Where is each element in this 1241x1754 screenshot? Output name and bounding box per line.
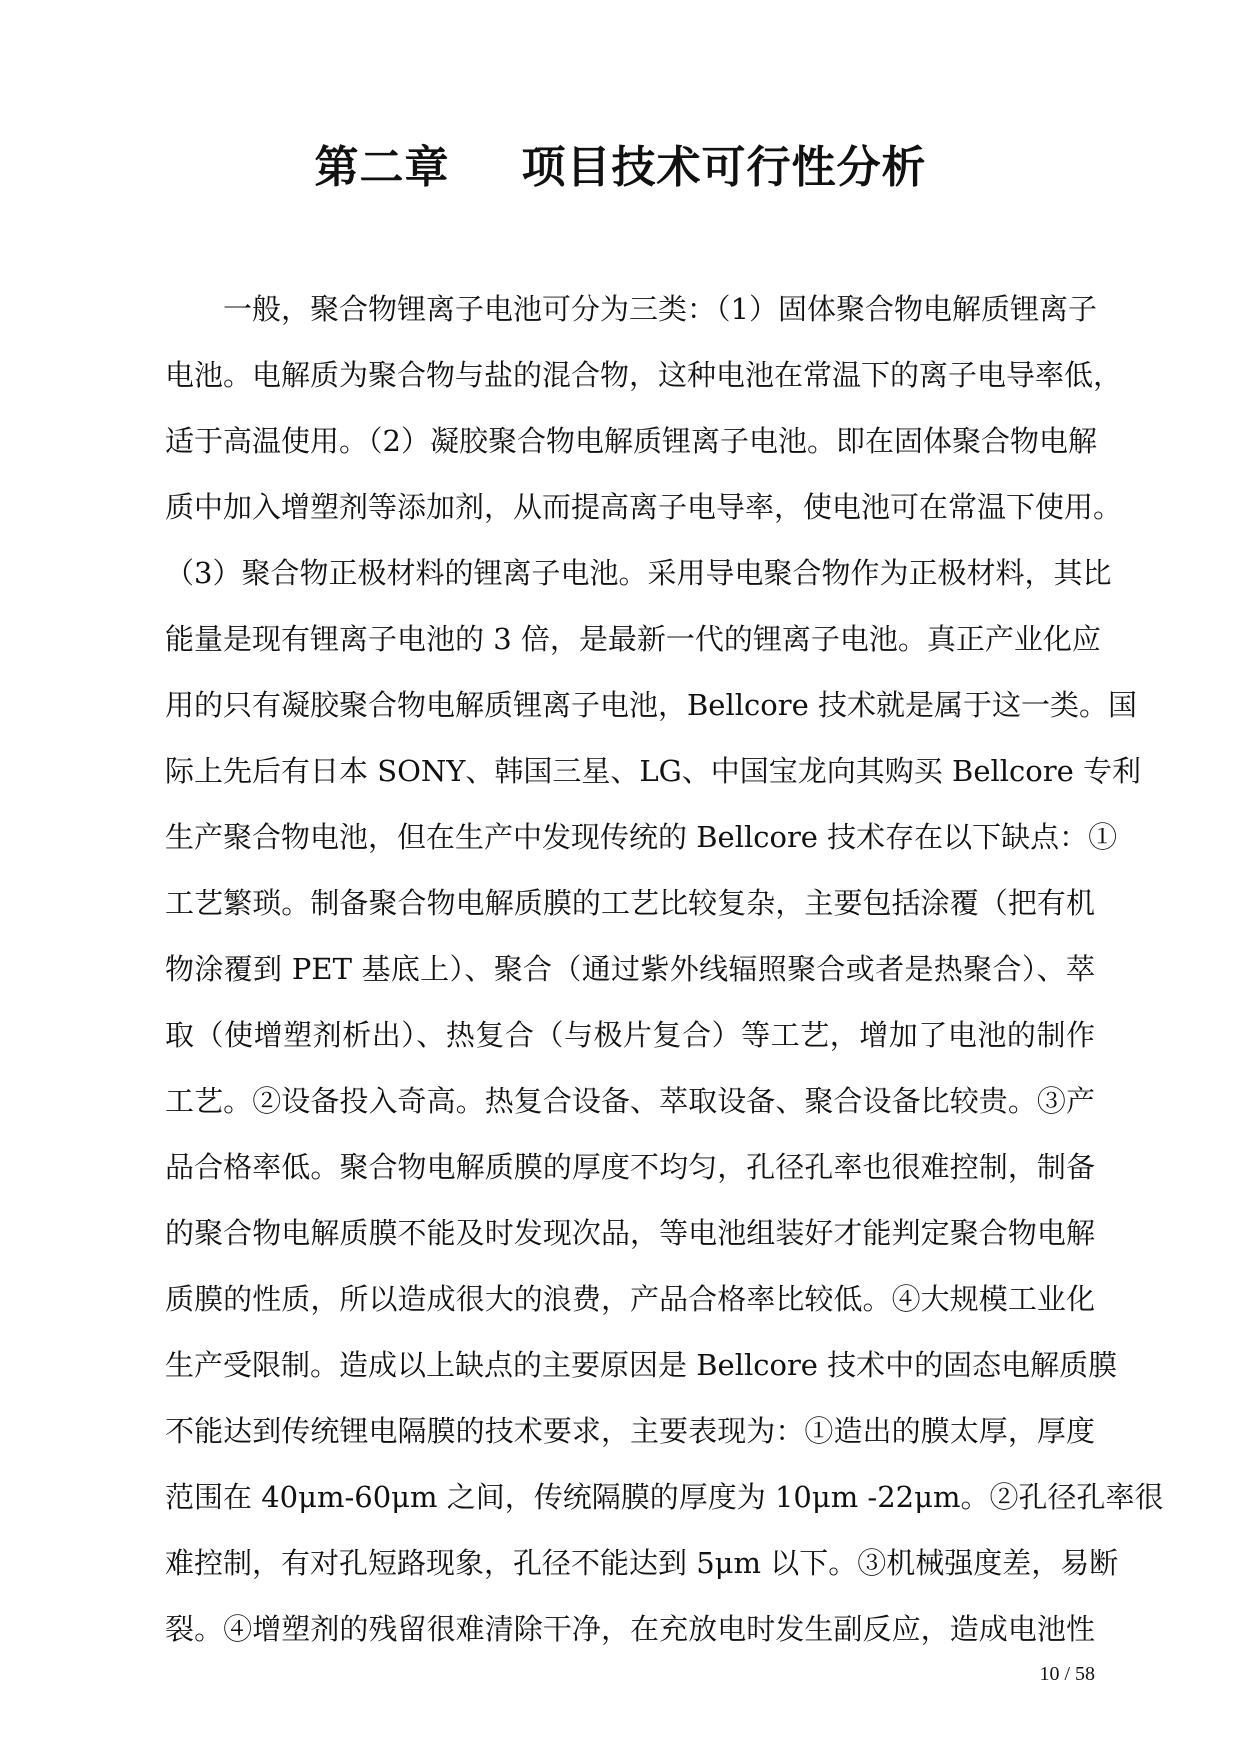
paragraph-line: 用的只有凝胶聚合物电解质锂离子电池，Bellcore 技术就是属于这一类。国	[165, 688, 1137, 722]
paragraph-line: 生产聚合物电池，但在生产中发现传统的 Bellcore 技术存在以下缺点：①	[165, 820, 1118, 854]
paragraph-line: 裂。④增塑剂的残留很难清除干净，在充放电时发生副反应，造成电池性	[165, 1612, 1095, 1646]
paragraph-line: 能量是现有锂离子电池的 3 倍，是最新一代的锂离子电池。真正产业化应	[165, 622, 1101, 656]
paragraph-line: 电池。电解质为聚合物与盐的混合物，这种电池在常温下的离子电导率低，	[165, 358, 1123, 392]
paragraph-line: 的聚合物电解质膜不能及时发现次品，等电池组装好才能判定聚合物电解	[165, 1216, 1095, 1250]
paragraph-line: 工艺繁琐。制备聚合物电解质膜的工艺比较复杂，主要包括涂覆（把有机	[165, 886, 1095, 920]
body-paragraph	[165, 276, 1164, 1662]
paragraph-line: 际上先后有日本 SONY、韩国三星、LG、中国宝龙向其购买 Bellcore 专利	[165, 754, 1141, 788]
paragraph-line: （3）聚合物正极材料的锂离子电池。采用导电聚合物作为正极材料，其比	[165, 556, 1112, 590]
paragraph-line: 工艺。②设备投入奇高。热复合设备、萃取设备、聚合设备比较贵。③产	[165, 1084, 1095, 1118]
paragraph-line: 物涂覆到 PET 基底上）、聚合（通过紫外线辐照聚合或者是热聚合）、萃	[165, 952, 1095, 986]
paragraph-line: 质膜的性质，所以造成很大的浪费，产品合格率比较低。④大规模工业化	[165, 1282, 1095, 1316]
paragraph-line: 一般，聚合物锂离子电池可分为三类：（1）固体聚合物电解质锂离子	[223, 292, 1097, 326]
paragraph-line: 不能达到传统锂电隔膜的技术要求，主要表现为：①造出的膜太厚，厚度	[165, 1414, 1095, 1448]
paragraph-line: 适于高温使用。（2）凝胶聚合物电解质锂离子电池。即在固体聚合物电解	[165, 424, 1097, 458]
paragraph-line: 取（使增塑剂析出）、热复合（与极片复合）等工艺，增加了电池的制作	[165, 1018, 1095, 1052]
paragraph-line: 生产受限制。造成以上缺点的主要原因是 Bellcore 技术中的固态电解质膜	[165, 1348, 1118, 1382]
paragraph-line: 难控制，有对孔短路现象，孔径不能达到 5μm 以下。③机械强度差，易断	[165, 1546, 1119, 1580]
paragraph-line: 质中加入增塑剂等添加剂，从而提高离子电导率，使电池可在常温下使用。	[165, 490, 1123, 524]
page-number: 10 / 58	[1039, 1663, 1095, 1685]
paragraph-line: 品合格率低。聚合物电解质膜的厚度不均匀，孔径孔率也很难控制，制备	[165, 1150, 1095, 1184]
chapter-title: 项目技术可行性分析	[521, 142, 927, 193]
chapter-label: 第二章	[314, 142, 450, 193]
paragraph-line: 范围在 40μm-60μm 之间，传统隔膜的厚度为 10μm -22μm。②孔径孔率很	[165, 1480, 1164, 1514]
chapter-heading	[0, 138, 1241, 198]
